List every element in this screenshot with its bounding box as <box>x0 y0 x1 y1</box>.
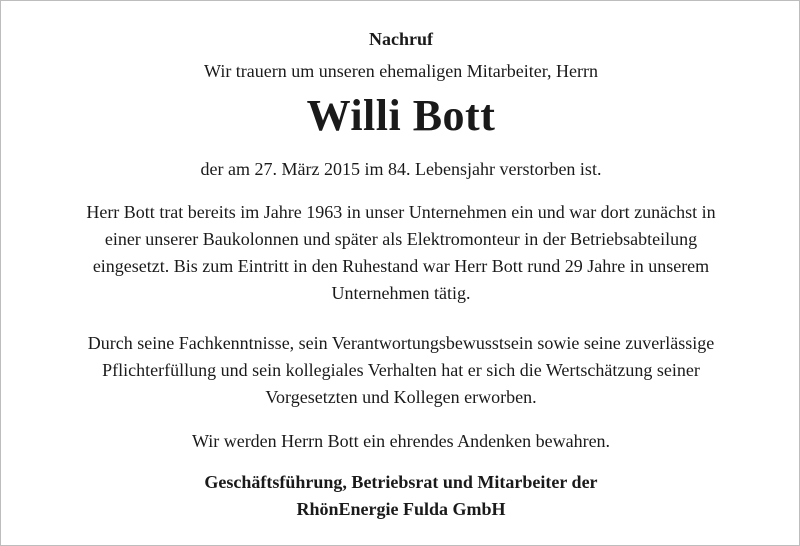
paragraph-line: Unternehmen tätig. <box>331 283 471 303</box>
intro-line: Wir trauern um unseren ehemaligen Mitarbeiter, Herrn <box>204 61 598 81</box>
notice-heading: Nachruf <box>369 29 433 49</box>
deceased-name: Willi Bott <box>306 91 496 140</box>
date-of-death-line: der am 27. März 2015 im 84. Lebensjahr verstorben ist. <box>200 159 602 179</box>
career-paragraph <box>1 199 800 307</box>
paragraph-line: Vorgesetzten und Kollegen erworben. <box>265 387 537 407</box>
signature-line: Geschäftsführung, Betriebsrat und Mitarbeiter der <box>204 472 598 492</box>
paragraph-line: einer unserer Baukolonnen und später als Elektromonteur in der Betriebsabteilung <box>104 229 698 249</box>
paragraph-line: eingesetzt. Bis zum Eintritt in den Ruhestand war Herr Bott rund 29 Jahre in unserem <box>92 256 710 276</box>
paragraph-line: Pflichterfüllung und sein kollegiales Verhalten hat er sich die Wertschätzung seiner <box>102 360 700 380</box>
closing-line: Wir werden Herrn Bott ein ehrendes Andenken bewahren. <box>191 431 611 451</box>
paragraph-line: Herr Bott trat bereits im Jahre 1963 in unser Unternehmen ein und war dort zunächst in <box>86 202 716 222</box>
signature-block <box>1 469 800 523</box>
tribute-paragraph <box>1 330 800 411</box>
company-name: RhönEnergie Fulda GmbH <box>296 499 506 519</box>
paragraph-line: Durch seine Fachkenntnisse, sein Verantwortungsbewusstsein sowie seine zuverlässige <box>87 333 715 353</box>
